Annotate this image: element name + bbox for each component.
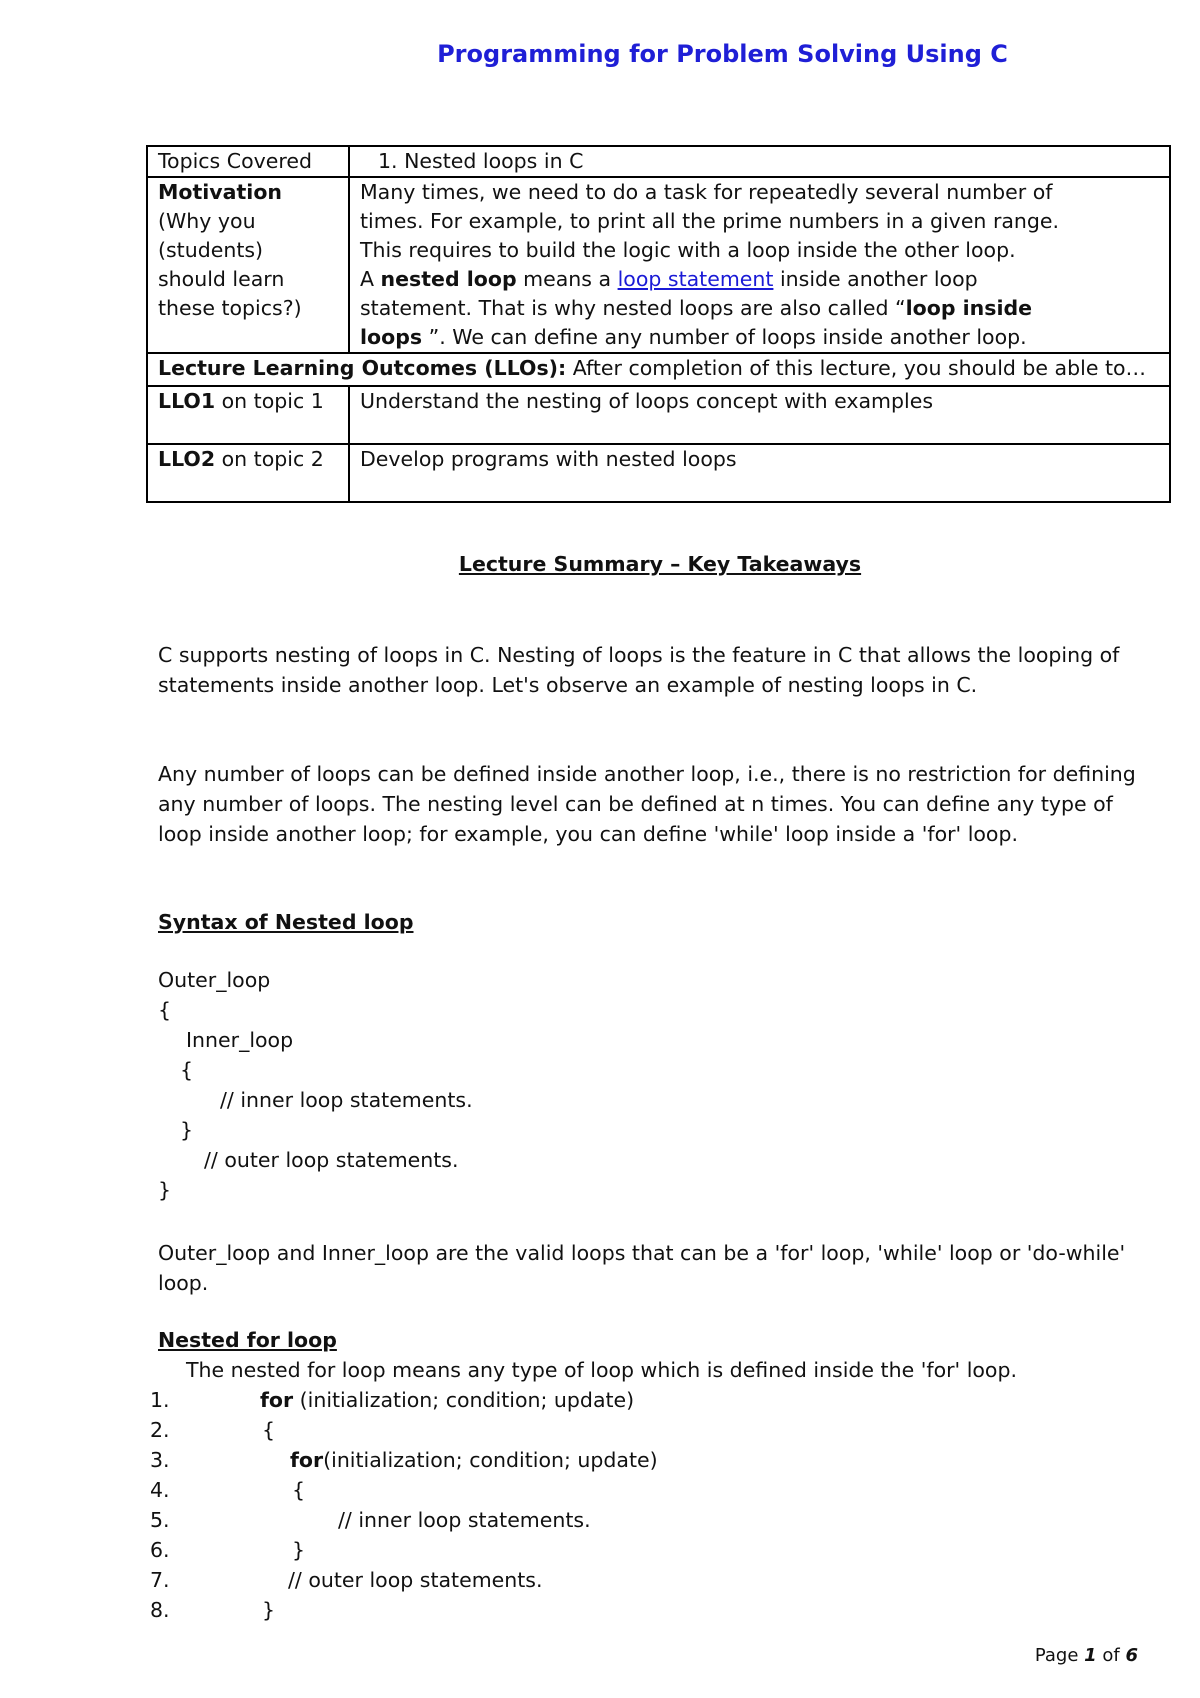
syntax-line: // outer loop statements. [204, 1148, 459, 1172]
topics-table [146, 145, 1171, 503]
code-line-8: } [262, 1598, 276, 1622]
motivation-sub-3: should learn [158, 267, 285, 291]
llo1-label: LLO1 on topic 1 [147, 386, 349, 444]
llo2-value: Develop programs with nested loops [349, 444, 1170, 502]
topics-value: 1. Nested loops in C [349, 146, 1170, 177]
line-number: 3. [150, 1448, 170, 1472]
syntax-heading: Syntax of Nested loop [158, 910, 414, 934]
code-line-5: // inner loop statements. [338, 1508, 591, 1532]
motivation-sub-4: these topics?) [158, 296, 302, 320]
motivation-sub-2: (students) [158, 238, 264, 262]
code-line-1: for (initialization; condition; update) [260, 1388, 635, 1412]
line-number: 8. [150, 1598, 170, 1622]
syntax-line: // inner loop statements. [220, 1088, 473, 1112]
line-number: 4. [150, 1478, 170, 1502]
code-line-4: { [292, 1478, 306, 1502]
llo-heading-cell: Lecture Learning Outcomes (LLOs): After completion of this lecture, you should be able to… [147, 353, 1170, 386]
motivation-sub-1: (Why you [158, 209, 256, 233]
motivation-cell [147, 177, 349, 353]
motivation-text: Many times, we need to do a task for repeatedly several number of times. For example, to print all the prime numbers in a given range. This requires to build the logic with a loop inside the other loop. A nested loop means a loop statement inside another loop statement. That is why nested loops are also called “loop inside loops ”. We can define any number of loops inside another loop. [349, 177, 1170, 353]
line-number: 5. [150, 1508, 170, 1532]
llo1-value: Understand the nesting of loops concept with examples [349, 386, 1170, 444]
nested-for-intro: The nested for loop means any type of loop which is defined inside the 'for' loop. [186, 1358, 1018, 1382]
motivation-label: Motivation [158, 180, 283, 204]
line-number: 6. [150, 1538, 170, 1562]
code-line-7: // outer loop statements. [288, 1568, 543, 1592]
loop-statement-link[interactable]: loop statement [617, 267, 774, 291]
nested-for-heading: Nested for loop [158, 1328, 337, 1352]
syntax-line: Inner_loop [186, 1028, 294, 1052]
summary-paragraph-1: C supports nesting of loops in C. Nesting of loops is the feature in C that allows the looping of statements inside another loop. Let's observe an example of nesting loops in C. [158, 643, 1120, 697]
code-line-6: } [292, 1538, 306, 1562]
syntax-note: Outer_loop and Inner_loop are the valid loops that can be a 'for' loop, 'while' loop or 'do-while' loop. [158, 1241, 1126, 1295]
code-line-2: { [262, 1418, 276, 1442]
page-footer: Page 1 of 6 [1034, 1645, 1138, 1666]
topics-label: Topics Covered [147, 146, 349, 177]
line-number: 2. [150, 1418, 170, 1442]
syntax-line: } [180, 1118, 194, 1142]
syntax-line: { [158, 998, 172, 1022]
summary-heading: Lecture Summary – Key Takeaways [458, 552, 862, 576]
syntax-line: } [158, 1178, 172, 1202]
code-line-3: for(initialization; condition; update) [290, 1448, 658, 1472]
summary-paragraph-2: Any number of loops can be defined inside another loop, i.e., there is no restriction for defining any number of loops. The nesting level can be defined at n times. You can define any type of loop inside another loop; for example, you can define 'while' loop inside a 'for' loop. [158, 762, 1136, 846]
line-number: 1. [150, 1388, 170, 1412]
page-title: Programming for Problem Solving Using C [437, 40, 1008, 68]
line-number: 7. [150, 1568, 170, 1592]
syntax-line: Outer_loop [158, 968, 271, 992]
llo2-label: LLO2 on topic 2 [147, 444, 349, 502]
syntax-line: { [180, 1058, 194, 1082]
